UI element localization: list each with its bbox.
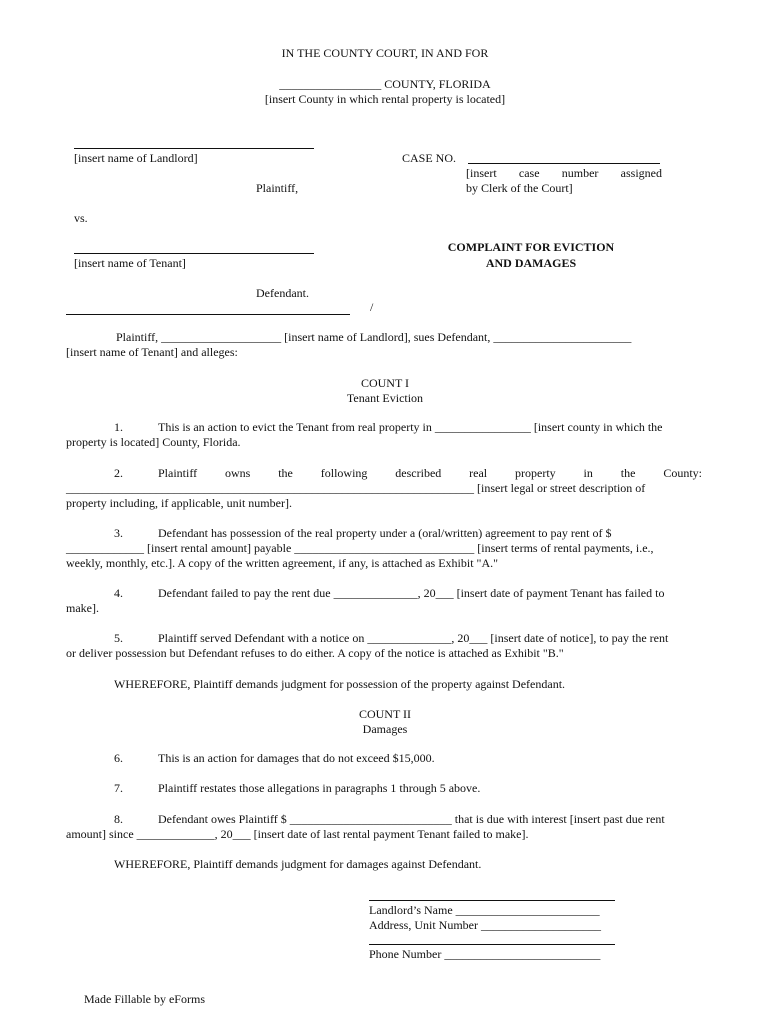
tenant-name-hint: [insert name of Tenant] <box>74 256 186 270</box>
para5-line2: or deliver possession but Defendant refuses to do either. A copy of the notice is attached as Exhibit "B." <box>66 646 564 660</box>
para4-line2: make]. <box>66 601 99 615</box>
para1-line1: This is an action to evict the Tenant from real property in ________________ [insert county in which the <box>158 420 663 434</box>
case-no-hint-line1: [insert case number assigned <box>466 166 662 180</box>
phone-field: Phone Number __________________________ <box>369 947 601 961</box>
versus-label: vs. <box>74 211 88 225</box>
address-field: Address, Unit Number ____________________ <box>369 918 601 932</box>
signature-separator-line <box>369 944 615 945</box>
document-title-line1: COMPLAINT FOR EVICTION <box>447 240 615 254</box>
case-no-label: CASE NO. <box>402 151 457 165</box>
tenant-name-line <box>74 253 314 254</box>
footer-credit: Made Fillable by eForms <box>84 992 205 1006</box>
landlord-name-hint: [insert name of Landlord] <box>74 151 198 165</box>
caption-bottom-line <box>66 314 350 315</box>
signature-line <box>369 900 615 901</box>
case-no-field-line <box>468 163 660 164</box>
count2-heading: COUNT II <box>358 707 412 721</box>
para3-line3: weekly, monthly, etc.]. A copy of the written agreement, if any, is attached as Exhibit "A." <box>66 556 499 570</box>
para4-number: 4. <box>114 586 123 600</box>
para3-number: 3. <box>114 526 123 540</box>
para2-line1: Plaintiff owns the following described real property in the County: <box>158 466 702 480</box>
count1-wherefore: WHEREFORE, Plaintiff demands judgment for possession of the property against Defendant. <box>114 677 566 691</box>
plaintiff-label: Plaintiff, <box>256 181 299 195</box>
para8-line2: amount] since _____________, 20___ [insert date of last rental payment Tenant failed to make]. <box>66 827 529 841</box>
para2-line2: ____________________________________________________________________ [insert legal or street description of <box>66 481 646 495</box>
para5-line1: Plaintiff served Defendant with a notice on ______________, 20___ [insert date of notice], to pay the rent <box>158 631 669 645</box>
para1-line2: property is located] County, Florida. <box>66 435 241 449</box>
county-line: _________________ COUNTY, FLORIDA <box>279 77 491 91</box>
defendant-label: Defendant. <box>256 286 309 300</box>
case-no-hint-line2: by Clerk of the Court] <box>466 181 573 195</box>
para2-number: 2. <box>114 466 123 480</box>
intro-line2: [insert name of Tenant] and alleges: <box>66 345 238 359</box>
landlord-name-field: Landlord’s Name ________________________ <box>369 903 600 917</box>
para8-line1: Defendant owes Plaintiff $ ___________________________ that is due with interest [insert past due rent <box>158 812 665 826</box>
count2-subheading: Damages <box>362 722 408 736</box>
count1-heading: COUNT I <box>360 376 410 390</box>
para2-line3: property including, if applicable, unit number]. <box>66 496 292 510</box>
para1-number: 1. <box>114 420 123 434</box>
para7-number: 7. <box>114 781 123 795</box>
count2-wherefore: WHEREFORE, Plaintiff demands judgment for damages against Defendant. <box>114 857 482 871</box>
county-hint: [insert County in which rental property is located] <box>264 92 506 106</box>
para3-line2: _____________ [insert rental amount] payable ______________________________ [insert terms of rental payments, i.e., <box>66 541 654 555</box>
para4-line1: Defendant failed to pay the rent due ______________, 20___ [insert date of payment Tenant has failed to <box>158 586 665 600</box>
para5-number: 5. <box>114 631 123 645</box>
count1-subheading: Tenant Eviction <box>346 391 424 405</box>
para6-line1: This is an action for damages that do not exceed $15,000. <box>158 751 435 765</box>
intro-line1: Plaintiff, ____________________ [insert name of Landlord], sues Defendant, _______________________ <box>116 330 632 344</box>
court-heading: IN THE COUNTY COURT, IN AND FOR <box>281 46 489 60</box>
para3-line1: Defendant has possession of the real property under a (oral/written) agreement to pay rent of $ <box>158 526 612 540</box>
para8-number: 8. <box>114 812 123 826</box>
para6-number: 6. <box>114 751 123 765</box>
landlord-name-line <box>74 148 314 149</box>
para7-line1: Plaintiff restates those allegations in paragraphs 1 through 5 above. <box>158 781 481 795</box>
document-title-line2: AND DAMAGES <box>485 256 577 270</box>
caption-slash: / <box>370 300 374 314</box>
